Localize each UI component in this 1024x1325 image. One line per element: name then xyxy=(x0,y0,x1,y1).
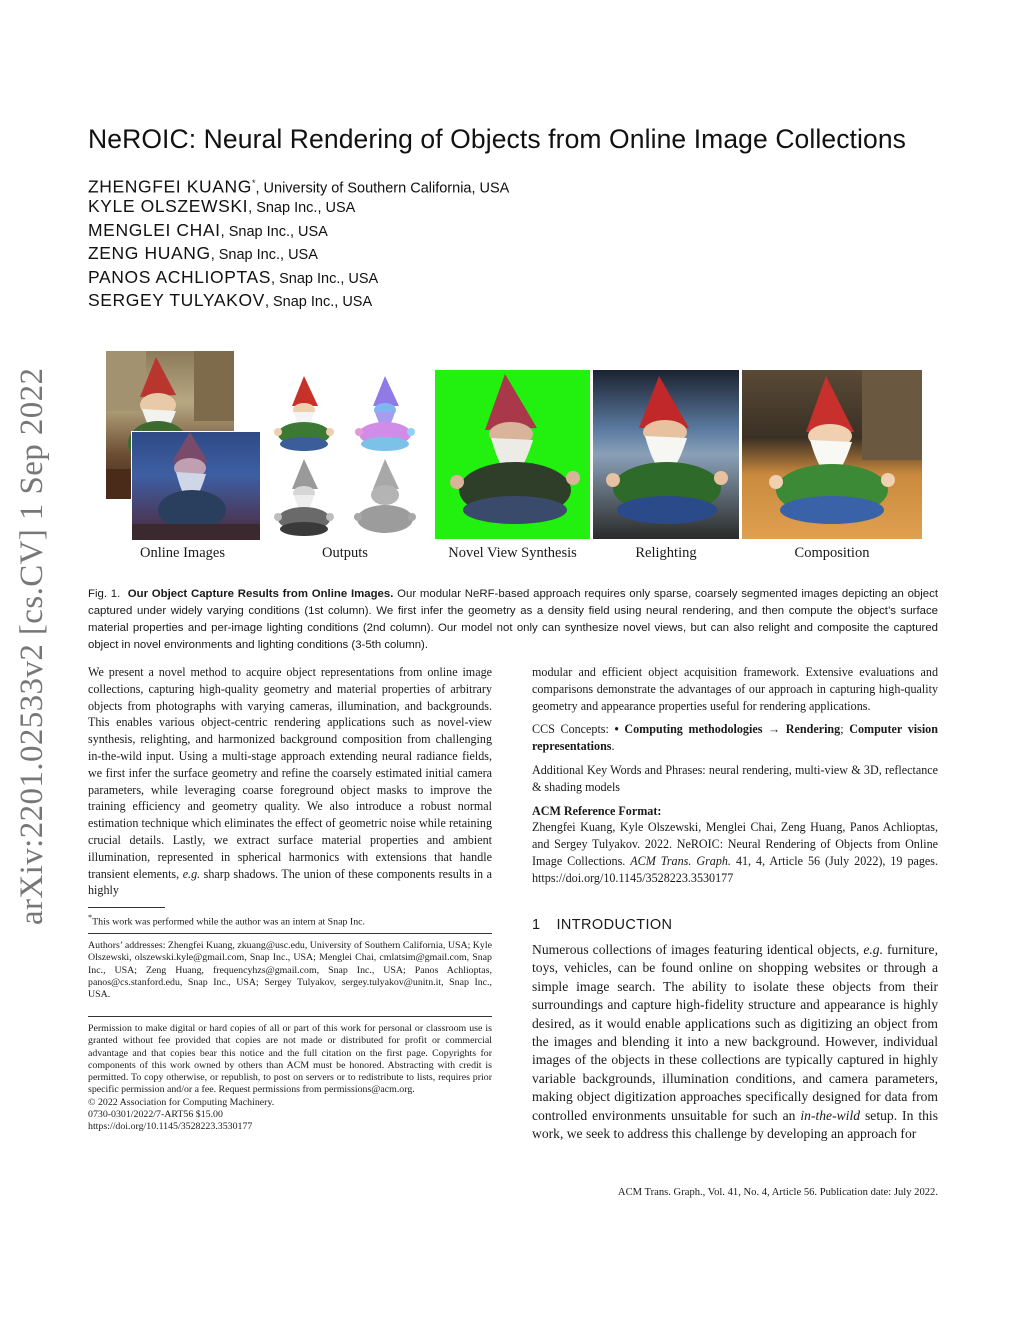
page-footer: ACM Trans. Graph., Vol. 41, No. 4, Article 56. Publication date: July 2022. xyxy=(617,1187,938,1198)
abstract-left xyxy=(88,664,492,899)
permission-rule xyxy=(88,1016,492,1017)
permission-text: Permission to make digital or hard copies of all or part of this work for personal or classroom use is granted without fee provided that copies are not made or distributed for profit or commercial advantage and that copies bear this notice and the full citation on the first page. Copyrights for components of this work owned by others than ACM must be honored. Abstracting with credit is permitted. To copy otherwise, or republish, to post on servers or to redistribute to lists, requires prior specific permission and/or a fee. Request permissions from permissions@acm.org. xyxy=(88,1023,492,1096)
label-online-images: Online Images xyxy=(140,545,225,561)
author-footnote-mark: * xyxy=(251,178,256,188)
author-name: ZHENGFEI KUANG xyxy=(88,176,252,197)
footnote-mark: * xyxy=(88,913,93,922)
label-outputs: Outputs xyxy=(322,545,368,561)
intro-eg: e.g. xyxy=(863,942,883,957)
reference-heading: ACM Reference Format: xyxy=(532,803,662,818)
address-rule xyxy=(88,933,492,934)
online-photo-2 xyxy=(131,431,261,541)
author-1: ZHENGFEI KUANG*, University of Southern California, USA xyxy=(88,176,510,197)
keywords: Additional Key Words and Phrases: neural rendering, multi-view & 3D, reflectance & shading models xyxy=(532,762,938,794)
gnome-albedo-image xyxy=(264,372,344,454)
ccs-arrow: → xyxy=(768,722,781,737)
abstract-text-2: modular and efficient object acquisition framework. Extensive evaluations and comparisons demonstrate the advantages of our approach in capturing high-quality geometry and appearance properties useful for rendering applications. xyxy=(532,665,938,713)
gnome-normal-map-image xyxy=(344,372,426,454)
figure-caption xyxy=(88,586,938,654)
doi-link[interactable]: https://doi.org/10.1145/3528223.3530177 xyxy=(88,1121,253,1133)
intro-text-2: furniture, toys, vehicles, can be found online on shopping websites or through a simple image search. The ability to isolate these objects from their surroundings and capture high-fidelity structure and appearance is highly desired, as it would enable applications such as digitizing an object from the images and blending it into a new background. However, individual images of the objects in these collections are typically captured in highly variable backgrounds, illumination conditions, and camera parameters, making object digitization approaches specifically designed for data from controlled environments unsuitable for such an xyxy=(532,942,938,1123)
author-4: ZENG HUANG, Snap Inc., USA xyxy=(88,243,318,264)
author-6: SERGEY TULYAKOV, Snap Inc., USA xyxy=(88,289,373,310)
gnome-relit-image xyxy=(593,370,739,539)
intro-text-1: Numerous collections of images featuring identical objects, xyxy=(532,942,860,957)
author-affiliation: University of Southern California, USA xyxy=(263,180,510,197)
permission-block xyxy=(88,1023,492,1134)
ccs-end: . xyxy=(611,739,615,754)
gnome-shading-image xyxy=(264,455,344,539)
footnote-rule xyxy=(88,907,165,908)
ccs-label: CCS Concepts: xyxy=(532,722,609,737)
reference-text xyxy=(532,819,938,886)
footnote xyxy=(88,912,492,929)
output-shading xyxy=(264,455,344,539)
intro-in-the-wild: in-the-wild xyxy=(800,1107,861,1123)
author-affiliation: Snap Inc., USA xyxy=(279,270,379,287)
gnome-density-image xyxy=(344,455,426,539)
introduction-body xyxy=(532,941,938,1143)
abstract-eg: e.g. xyxy=(182,866,201,881)
author-name: SERGEY TULYAKOV xyxy=(88,289,265,310)
abstract-right xyxy=(532,664,938,887)
output-normal xyxy=(344,372,426,454)
label-composition: Composition xyxy=(794,545,870,561)
teaser-figure xyxy=(0,0,1024,570)
label-novel-view-synthesis: Novel View Synthesis xyxy=(448,545,577,561)
gnome-night-photo-image xyxy=(132,432,260,540)
author-5: PANOS ACHLIOPTAS, Snap Inc., USA xyxy=(88,266,379,287)
author-name: MENGLEI CHAI xyxy=(88,219,221,240)
gnome-composite-image xyxy=(742,370,922,539)
paper-title: NeROIC: Neural Rendering of Objects from Online Image Collections xyxy=(88,124,907,154)
author-affiliation: Snap Inc., USA xyxy=(273,293,373,310)
author-addresses: Authors’ addresses: Zhengfei Kuang, zkuang@usc.edu, University of Southern California, USA; Kyle Olszewski, olszewski.kyle@gmail.com, Snap Inc., USA; Menglei Chai, cmlatsim@gmail.com, Snap Inc., USA; Zeng Huang, frequencyhzs@gmail.com, Snap Inc., USA; Panos Achlioptas, panos@cs.stanford.edu, Snap Inc., USA; Sergey Tulyakov, sergey.tulyakov@unitn.it, Snap Inc., USA. xyxy=(88,940,492,1001)
gnome-novel-view-image xyxy=(435,370,590,539)
author-affiliation: Snap Inc., USA xyxy=(218,247,318,264)
relighting-panel xyxy=(593,370,739,539)
reference-journal: ACM Trans. Graph. xyxy=(630,853,731,868)
ccs-concept-2: Rendering xyxy=(785,722,841,737)
caption-title: Our Object Capture Results from Online Images. xyxy=(127,588,394,600)
section-title: INTRODUCTION xyxy=(556,917,673,933)
arxiv-identifier: arXiv:2201.02533v2 [cs.CV] 1 Sep 2022 xyxy=(14,367,50,925)
ccs-concept-1: Computing methodologies xyxy=(624,722,763,737)
abstract-text-end: sharp shadows. The union of these components results in a highly xyxy=(88,866,492,898)
author-affiliation: Snap Inc., USA xyxy=(256,200,356,217)
author-2: KYLE OLSZEWSKI, Snap Inc., USA xyxy=(88,196,356,217)
composition-panel xyxy=(742,370,922,539)
author-name: ZENG HUANG xyxy=(88,243,211,264)
section-heading-introduction xyxy=(532,917,672,933)
author-3: MENGLEI CHAI, Snap Inc., USA xyxy=(88,219,328,240)
abstract-text: We present a novel method to acquire object representations from online image collections, capturing high-quality geometry and material properties of arbitrary objects from photographs with varying cameras, illumination, and backgrounds. This enables various object-centric rendering applications such as novel-view synthesis, relighting, and harmonized background composition from challenging in-the-wild input. Using a multi-stage approach extending neural radiance fields, we first infer the surface geometry and refine the coarsely estimated initial camera parameters, while leveraging coarse foreground object masks to improve the training efficiency and geometry quality. We also introduce a robust normal estimation technique which eliminates the effect of geometric noise while retaining crucial details. Lastly, we extract surface material properties and ambient illumination, represented in spherical harmonics with extensions that handle transient elements, xyxy=(88,665,492,881)
ccs-concept-3: Computer vision representations xyxy=(532,722,938,754)
caption-prefix: Fig. 1. xyxy=(88,588,121,600)
reference-details: 41, 4, Article 56 (July 2022), 19 pages. https://doi.org/10.1145/3528223.3530177 xyxy=(532,853,939,885)
label-relighting: Relighting xyxy=(635,545,697,561)
caption-text: Our modular NeRF-based approach requires only sparse, coarsely segmented images depicting an object captured under widely varying conditions (1st column). We first infer the geometry as a density field using neural rendering, and then compute the object’s surface material properties and per-image lighting conditions (2nd column). Our model not only can synthesize novel views, but can also relight and composite the captured object in novel environments and lighting conditions (3-5th column). xyxy=(88,588,938,652)
section-number: 1 xyxy=(532,917,541,933)
intro-text-3: setup. In this work, we seek to address this challenge by developing an approach for xyxy=(532,1107,938,1142)
copyright-line: © 2022 Association for Computing Machinery. xyxy=(88,1096,275,1108)
issn-line: 0730-0301/2022/7-ART56 $15.00 xyxy=(88,1109,223,1121)
output-density xyxy=(344,455,426,539)
output-albedo xyxy=(264,372,344,454)
author-name: PANOS ACHLIOPTAS xyxy=(88,266,272,287)
reference-citation: Zhengfei Kuang, Kyle Olszewski, Menglei Chai, Zeng Huang, Panos Achlioptas, and Sergey Tulyakov. 2022. NeROIC: Neural Rendering of Objects from Online Image Collections. xyxy=(532,820,938,868)
ccs-bullet: • xyxy=(614,722,619,737)
novel-view-panel xyxy=(435,370,590,539)
ccs-sep: ; xyxy=(840,722,844,737)
ccs-concepts xyxy=(532,721,938,755)
footnote-text: This work was performed while the author was an intern at Snap Inc. xyxy=(92,916,365,928)
author-affiliation: Snap Inc., USA xyxy=(228,223,328,240)
author-name: KYLE OLSZEWSKI xyxy=(88,196,249,217)
